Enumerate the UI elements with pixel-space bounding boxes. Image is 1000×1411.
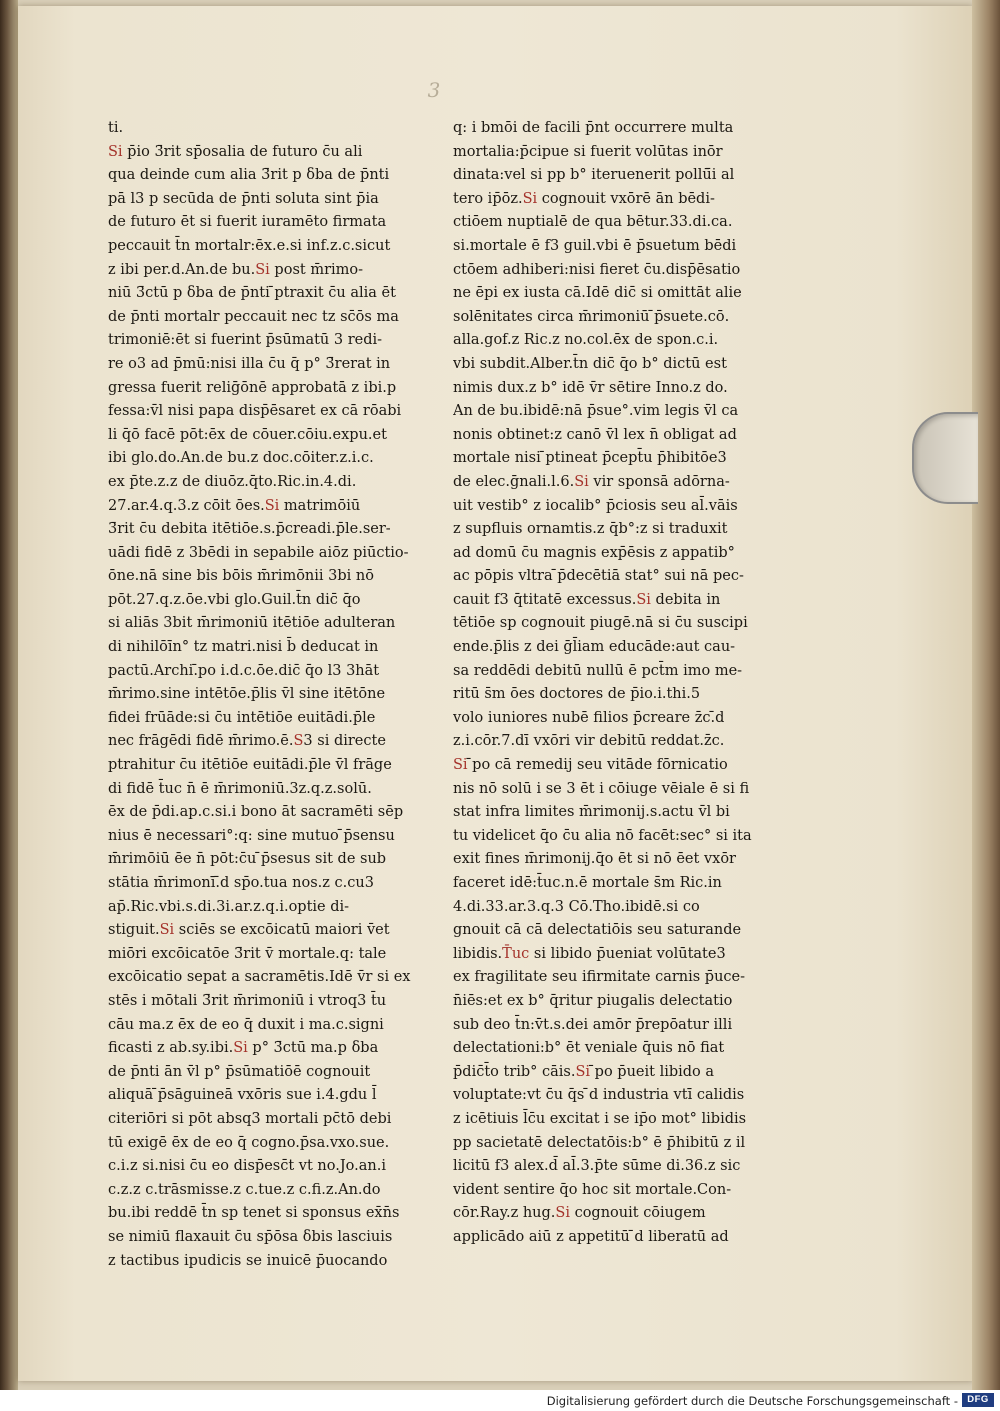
text-run: nec frāgēdi fidē m̄rimo.ē.: [108, 733, 294, 750]
text-line: [108, 1155, 448, 1179]
text-run: c.i.z si.nisi c̄u eo disp̄esc̄t vt no.Jo.an.i: [108, 1158, 386, 1175]
text-run: 3̄rit c̄u debita itētiōe.s.p̄creadi.p̄le.ser-: [108, 521, 391, 538]
text-run: cāu ma.z ēx de eo q̄ duxit i ma.c.signi: [108, 1016, 384, 1033]
rubricated-initial: Si: [264, 497, 280, 514]
text-line: [453, 306, 778, 330]
rubricated-initial: Si: [555, 1205, 570, 1222]
text-run: ̄po p̄ueit libido a: [590, 1063, 715, 1080]
text-run: ficasti z ab.sy.ibi.: [108, 1040, 234, 1057]
text-line: [453, 707, 778, 731]
text-run: di nihilōīn° tz matri.nisi b̄ deducat in: [108, 639, 379, 656]
text-run: aliquā ̄p̄sāguineā vxōris sue i.4.gdu l̄: [108, 1087, 377, 1104]
text-line: [453, 117, 778, 141]
text-line: [453, 211, 778, 235]
text-line: [108, 1202, 448, 1226]
text-line: [453, 943, 778, 967]
text-line: [108, 1061, 448, 1085]
text-run: ne ēpi ex iusta cā.Idē dic̄ si omittāt alie: [453, 285, 742, 302]
text-run: An de bu.ibidē:nā p̄sue°.vim legis v̄l ca: [453, 403, 739, 420]
book-binding-edge: [0, 0, 18, 1390]
text-run: re o3 ad p̄mū:nisi illa c̄u q̄ p° 3̄rerat in: [108, 355, 391, 372]
text-run: si aliās 3bit m̄rimoniū itētiōe adulteran: [108, 615, 396, 632]
text-line: [453, 235, 778, 259]
text-run: alla.gof.z Ric.z no.col.ēx de spon.c.i.: [453, 332, 719, 349]
text-line: [108, 778, 448, 802]
text-run: de p̄nti ān v̄l p° p̄sūmatiōē cognouit: [108, 1063, 371, 1080]
text-run: volo iuniores nubē filios p̄creare z̄c.̄d: [453, 709, 725, 726]
text-run: dinata:vel si pp b° iteruenerit pollū̄i al: [453, 167, 735, 184]
text-run: pactū.Archi.̄po i.d.c.ōe.dic̄ q̄o l3 3hāt: [108, 662, 380, 679]
funding-credit: Digitalisierung gefördert durch die Deutsche Forschungsgemeinschaft -: [546, 1394, 958, 1408]
text-run: q: i bmōi de facili p̄nt occurrere multa: [453, 120, 734, 136]
text-line: [108, 754, 448, 778]
rubricated-initial: Si: [453, 757, 468, 774]
text-line: [108, 565, 448, 589]
text-line: [108, 1250, 448, 1274]
text-run: 3 si directe: [303, 733, 386, 750]
text-run: cōr.Ray.z hug.: [453, 1205, 556, 1222]
text-line: [108, 896, 448, 920]
text-run: de elec.ḡnali.l.6.: [453, 473, 575, 490]
text-run: cognouit cōiugem: [569, 1205, 706, 1222]
text-line: [453, 1226, 778, 1250]
text-run: nius ē necessari°:q: sine mutuo ̄p̄sensu: [108, 827, 395, 844]
text-run: de p̄nti mortalr peccauit nec tz sc̄ōs ma: [108, 308, 399, 325]
text-line: [108, 235, 448, 259]
folio-number: 3: [427, 78, 441, 102]
text-run: stat infra limites m̄rimonij.s.actu v̄l bi: [453, 804, 730, 821]
text-run: sciēs se excōicatū maiori v̄et: [174, 922, 390, 939]
text-line: [453, 400, 778, 424]
text-line: [453, 825, 778, 849]
text-line: [453, 683, 778, 707]
text-line: [453, 636, 778, 660]
text-line: [453, 1061, 778, 1085]
text-run: solēnitates circa m̄rimoniū ̄p̄suete.cō.: [453, 308, 730, 325]
text-run: ad domū c̄u magnis exp̄ēsis z appatib°: [453, 544, 735, 561]
text-run: vident sentire q̄o hoc sit mortale.Con-: [453, 1181, 732, 1198]
text-line: [108, 612, 448, 636]
text-run: tero ip̄ōz.: [453, 190, 523, 207]
text-line: [108, 1132, 448, 1156]
text-run: delectationi:b° ēt veniale q̄uis nō fiat: [453, 1040, 725, 1057]
text-run: nimis dux.z b° idē v̄r sētire Inno.z do.: [453, 379, 728, 396]
text-run: ap̄.Ric.vbi.s.di.3i.ar.z.q.i.optie di-: [108, 898, 350, 915]
text-line: [453, 589, 778, 613]
text-run: m̄rimōiū ēe n̄ pōt:c̄u ̄p̄sesus sit de sub: [108, 851, 387, 868]
text-run: stātia m̄rimonī.̄d sp̄o.tua nos.z c.cu3: [108, 875, 374, 891]
text-run: mortalia:p̄cipue si fuerit volūtas inōr: [453, 143, 723, 160]
text-line: [108, 424, 448, 448]
text-line: [453, 778, 778, 802]
text-run: ctōem adhiberi:nisi fieret c̄u.disp̄ēsatio: [453, 261, 741, 278]
text-line: [453, 1084, 778, 1108]
text-run: ̄ptrahitur c̄u itētiōe euitādi.p̄le v̄l frāge: [108, 757, 392, 774]
rubricated-initial: Si: [159, 922, 175, 939]
text-line: [108, 259, 448, 283]
text-line: [108, 164, 448, 188]
text-run: m̄rimo.sine intētōe.p̄lis v̄l sine itētōne: [108, 686, 386, 703]
text-run: ctiōem nuptialē de qua bētur.33.di.ca.: [453, 214, 733, 231]
text-run: sa reddēdi debitū nullū ē pct̄m imo me-: [453, 662, 743, 679]
text-line: [453, 919, 778, 943]
text-line: [108, 801, 448, 825]
text-line: [453, 353, 778, 377]
text-run: applicādo aiū z appetitū ̄d liberatū ad: [453, 1228, 729, 1245]
text-line: [453, 495, 778, 519]
text-run: ̄po cā remedij seu vitāde fōrnicatio: [467, 757, 728, 774]
text-line: [453, 660, 778, 684]
text-line: [108, 1037, 448, 1061]
text-run: z tactibus ipudicis se inuicē p̄uocando: [108, 1252, 388, 1269]
text-run: ibi glo.do.An.de bu.z doc.cōiter.z.i.c.: [108, 450, 374, 467]
text-line: [108, 943, 448, 967]
text-run: vbi subdit.Alber.t̄n dic̄ q̄o b° dictū est: [453, 355, 727, 372]
text-line: [453, 542, 778, 566]
text-line: [108, 400, 448, 424]
rubricated-initial: Si: [233, 1040, 248, 1057]
text-run: stēs i mōtali 3̄rit m̄rimoniū i vtroq3 t̄u: [108, 992, 387, 1009]
text-run: vir sponsā adōrna-: [588, 473, 730, 490]
text-line: [108, 707, 448, 731]
text-line: [453, 164, 778, 188]
text-line: [453, 447, 778, 471]
text-run: z icētiuis l̄c̄u excitat i se ip̄o mot° libidis: [453, 1110, 747, 1127]
text-line: [453, 1108, 778, 1132]
dfg-logo[interactable]: DFG: [962, 1393, 994, 1407]
text-line: [108, 353, 448, 377]
text-line: [453, 1155, 778, 1179]
text-run: di fidē t̄uc n̄ ē m̄rimoniū.3z.q.z.solū.: [108, 780, 372, 797]
text-line: [453, 801, 778, 825]
text-line: [108, 1014, 448, 1038]
text-line: [108, 447, 448, 471]
text-run: gressa fuerit reliḡōnē approbatā z ibi.p: [108, 379, 397, 396]
text-run: niū 3̄ctū p ẟba de p̄nti ̄ptraxit c̄u alia ēt: [108, 285, 396, 302]
rubricated-initial: S: [293, 733, 304, 750]
text-run: trimoniē:ēt si fuerint p̄sūmatū 3 redi-: [108, 332, 383, 349]
text-line: [108, 589, 448, 613]
text-line: [453, 1179, 778, 1203]
text-line: [108, 141, 448, 165]
text-line: [453, 1014, 778, 1038]
text-run: exit fines m̄rimonij.q̄o ēt si nō ēet vxōr: [453, 851, 736, 868]
text-line: [108, 636, 448, 660]
text-line: [108, 683, 448, 707]
text-line: [108, 660, 448, 684]
text-line: [453, 518, 778, 542]
rubricated-initial: Si: [255, 261, 270, 278]
rubricated-initial: Si: [636, 591, 651, 608]
page-clip: [912, 412, 978, 504]
text-run: se nimiū flaxauit c̄u sp̄ōsa ẟbis lasciuis: [108, 1228, 393, 1245]
text-line: [108, 1179, 448, 1203]
text-line: [453, 754, 778, 778]
text-run: faceret idē:t̄uc.n.ē mortale s̄m Ric.in: [453, 875, 722, 891]
footer-bar: [0, 1390, 1000, 1411]
text-run: cognouit vxōrē ān bēdi-: [537, 190, 715, 207]
text-run: uādi fidē z 3bēdi in sepabile aiōz piūctio-: [108, 544, 409, 561]
text-line: [108, 848, 448, 872]
text-run: post m̄rimo-: [269, 261, 364, 278]
text-line: [108, 919, 448, 943]
text-line: [453, 1202, 778, 1226]
text-line: [108, 872, 448, 896]
text-line: [108, 1108, 448, 1132]
text-run: p° 3̄ctū ma.p ẟba: [247, 1040, 379, 1057]
text-run: miōri excōicatōe 3̄rit v̄ mortale.q: tale: [108, 945, 387, 962]
text-run: si.mortale ē f3 guil.vbi ē p̄suetum bēdi: [453, 237, 737, 254]
text-line: [108, 329, 448, 353]
text-run: voluptate:vt c̄u q̄s ̄d industria vtī calidis: [453, 1087, 745, 1104]
text-line: [453, 896, 778, 920]
right-text-column: [453, 117, 778, 1250]
text-run: fidei frūāde:si c̄u intētiōe euitādi.p̄le: [108, 709, 376, 726]
text-run: z supfluis ornamtis.z q̄b°:z si traduxit: [453, 521, 728, 538]
text-run: li q̄ō facē pōt:ēx de cōuer.cōiu.expu.et: [108, 426, 387, 443]
text-line: [108, 730, 448, 754]
text-line: [453, 377, 778, 401]
text-run: licitū f3 alex.d̄ al̄.3.p̄te sūme di.36.z sic: [453, 1158, 741, 1175]
text-run: excōicatio sepat a sacramētis.Idē v̄r si ex: [108, 969, 411, 986]
text-line: [108, 1084, 448, 1108]
text-line: [108, 1226, 448, 1250]
text-line: [453, 565, 778, 589]
text-run: p̄io 3̄rit sp̄osalia de futuro c̄u ali: [122, 143, 363, 160]
text-run: fessa:v̄l nisi papa disp̄ēsaret ex cā rōabi: [108, 403, 402, 420]
text-line: [108, 471, 448, 495]
text-run: stiguit.: [108, 922, 160, 939]
text-line: [108, 117, 448, 141]
text-line: [108, 306, 448, 330]
text-run: mortale nisi ̄ptineat p̄cept̄u p̄hibitōe3: [453, 450, 727, 467]
text-run: tu videlicet q̄o c̄u alia nō facēt:sec° si ita: [453, 827, 752, 844]
text-run: ac pōpis vltra ̄p̄decētiā stat° sui nā pec-: [453, 568, 744, 585]
text-run: ti.: [108, 120, 124, 136]
text-run: citeriōri si pōt absq3 mortali pc̄tō debi: [108, 1110, 392, 1127]
text-run: z ibi per.d.An.de bu.: [108, 261, 256, 278]
text-run: ex p̄te.z.z de diuōz.q̄to.Ric.in.4.di.: [108, 473, 357, 490]
text-line: [108, 825, 448, 849]
text-line: [453, 730, 778, 754]
text-run: c.z.z c.trāsmisse.z c.tue.z c.fi.z.An.do: [108, 1181, 381, 1198]
rubricated-initial: Si: [574, 473, 589, 490]
text-run: uit vestib° z iocalib° p̄ciosis seu al̄.vāis: [453, 497, 738, 514]
text-run: bu.ibi reddē t̄n sp tenet si sponsus ex̄n̄s: [108, 1205, 400, 1222]
text-line: [453, 259, 778, 283]
text-line: [108, 990, 448, 1014]
text-run: cauit f3 q̄titatē excessus.: [453, 591, 637, 608]
text-run: ēx de p̄di.ap.c.si.i bono āt sacramēti sēp: [108, 804, 404, 821]
text-run: sub deo t̄n:v̄t.s.dei amōr p̄repōatur illi: [453, 1016, 733, 1033]
text-line: [453, 424, 778, 448]
text-run: ōne.nā sine bis bōis m̄rimōnii 3bi nō: [108, 568, 374, 585]
text-line: [108, 282, 448, 306]
text-run: tētiōe sp cognouit piugē.nā si c̄u suscipi: [453, 615, 748, 632]
rubricated-initial: Si: [108, 143, 123, 160]
text-run: z.i.cōr.7.dī vxōri vir debitū reddat.z̄c.: [453, 733, 725, 750]
text-run: gnouit cā cā delectatiōis seu saturande: [453, 922, 742, 939]
text-run: peccauit t̄n mortalr:ēx.e.si inf.z.c.sicut: [108, 237, 391, 254]
text-run: pp sacietatē delectatōis:b° ē p̄hibitū z il: [453, 1134, 746, 1151]
text-line: [453, 141, 778, 165]
text-line: [453, 990, 778, 1014]
text-line: [108, 542, 448, 566]
text-run: nis nō solū i se 3 ēt i cōiuge vēiale ē si fi: [453, 780, 750, 797]
text-run: de futuro ēt si fuerit iuramēto firmata: [108, 214, 387, 231]
text-line: [453, 612, 778, 636]
text-line: [453, 1132, 778, 1156]
text-run: si libido p̄ueniat volūtate3: [529, 945, 726, 962]
text-line: [453, 471, 778, 495]
text-run: p̄dic̄t̄o trib° cāis.: [453, 1063, 576, 1080]
text-line: [108, 211, 448, 235]
book-fore-edge: [972, 0, 1000, 1390]
left-text-column: [108, 117, 448, 1273]
text-line: [108, 495, 448, 519]
text-run: ̄pā l3 p secūda de p̄nti soluta sint p̄ia: [108, 190, 379, 207]
rubricated-initial: T̄uc: [502, 945, 530, 962]
text-run: pōt.27.q.z.ōe.vbi glo.Guil.t̄n dic̄ q̄o: [108, 591, 361, 608]
text-line: [453, 1037, 778, 1061]
text-line: [453, 848, 778, 872]
text-run: qua deinde cum alia 3̄rit p ẟba de p̄nti: [108, 167, 390, 184]
text-line: [108, 188, 448, 212]
text-line: [108, 518, 448, 542]
text-line: [453, 282, 778, 306]
text-line: [453, 329, 778, 353]
text-line: [453, 966, 778, 990]
text-run: ex fragilitate seu ifirmitate carnis p̄uce-: [453, 969, 746, 986]
text-run: nonis obtinet:z canō v̄l lex n̄ obligat ad: [453, 426, 737, 443]
text-line: [108, 966, 448, 990]
text-run: 4.di.33.ar.3.q.3 Cō.Tho.ibidē.si co: [453, 898, 700, 915]
text-run: ritū s̄m ōes doctores de p̄io.i.thi.5: [453, 686, 701, 703]
text-run: n̄iēs:et ex b° q̄ritur piugalis delectatio: [453, 992, 733, 1009]
text-run: ende.p̄lis z dei ḡl̄iam educāde:aut cau-: [453, 639, 736, 656]
text-run: libidis.: [453, 945, 503, 962]
text-line: [453, 872, 778, 896]
text-run: debita in: [650, 591, 721, 608]
text-run: tū exigē ēx de eo q̄ cogno.p̄sa.vxo.sue.: [108, 1134, 390, 1151]
rubricated-initial: Si: [522, 190, 538, 207]
text-line: [108, 377, 448, 401]
text-run: 27.ar.4.q.3.z cōit ōes.: [108, 497, 265, 514]
text-run: matrimōiū: [279, 497, 361, 514]
text-line: [453, 188, 778, 212]
rubricated-initial: Si: [575, 1063, 591, 1080]
